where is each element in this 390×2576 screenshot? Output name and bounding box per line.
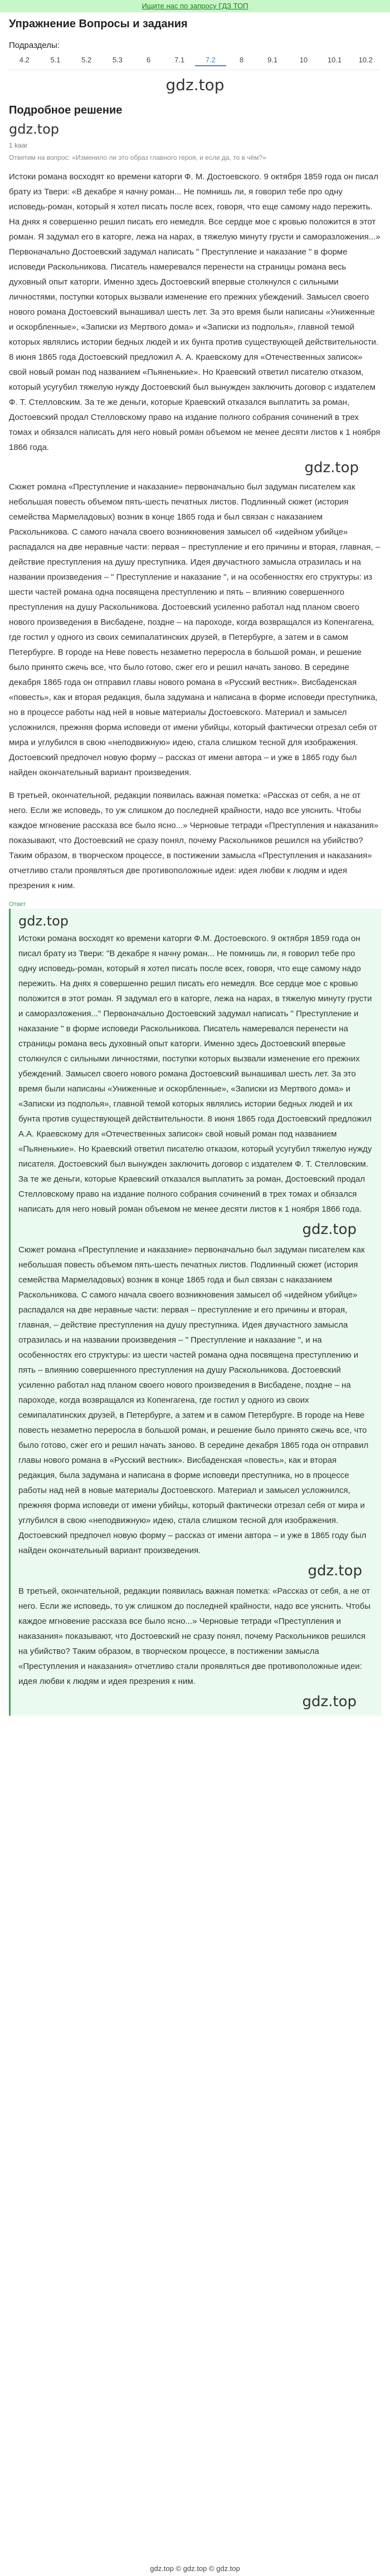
page-title: Упражнение Вопросы и задания [9, 18, 188, 30]
page-footer: gdz.top © gdz.top © gdz.top [150, 2564, 240, 2573]
pager-item[interactable]: 7.1 [174, 56, 185, 64]
pager-item[interactable]: 4.2 [19, 56, 30, 64]
subsections-label: Подразделы: [9, 41, 60, 50]
solution-paragraph: Сюжет романа «Преступление и наказание» первоначально был задуман писателем как небольшая повесть объемом пять-шесть печатных листов. Подлинный сюжет (история семейства Мармеладовых) возник в конце 1865 года и был связан с наказанием Раскольникова. С самого начала своего возникновения замысел об «идейном убийце» распадался на две неравные части: первая – преступление и его причины и вторая, главная, – действие преступления на душу преступника. Идея двучастного замысла отразилась и на названии произведения – " Преступление и наказание ", и на особенностях его структуры: из шести частей романа одна посвящена преступлению и пять – влиянию совершенного преступления на душу Раскольникова. Достоевский усиленно работал над планом своего нового произведения в Висбадене, поздне – на пароходе, когда возвращался из Копенгагена, где гостил у одного из своих семипалатинских друзей, в Петербурге, а затем и в самом Петербурге. В городе на Неве повесть незаметно переросла в большой роман, и решение было принято сжечь все, что было готово, сжег его и решил начать заново. В середине декабря 1865 года он отправил главы нового романа в «Русский вестник». Висбаденская «повесть», как и вторая редакция, была задумана и написана в форме исповеди преступника, но в процессе работы над ней в новые материалы Достоевского. Материал и замысел усложнился, прежняя форма исповеди от имени убийцы, который фактически отрезал себя от мира и углубился в свою «неподвижную» идею, стала слишком тесной для изображения. Достоевский предпочел новую форму – рассказ от имени автора – и уже в 1865 году был найден окончательный вариант произведения. [9, 482, 381, 777]
watermark: gdz.top [304, 459, 359, 476]
answer-label: Ответ [9, 901, 26, 908]
pager-item-active[interactable]: 7.2 [195, 55, 226, 66]
subsection-pager [9, 55, 381, 70]
solution-heading: Подробное решение [9, 104, 123, 116]
solution-meta: 1 kaar [9, 141, 28, 149]
pager-item[interactable]: 10.2 [358, 56, 373, 64]
watermark: gdz.top [18, 913, 69, 929]
search-promo-link[interactable]: Ищите нас по запросу ГДЗ ТОП [142, 2, 248, 10]
answer-paragraph: Сюжет романа «Преступление и наказание» первоначально был задуман писателем как небольшая повесть объемом пять-шесть печатных листов. Подлинный сюжет (история семейства Мармеладовых) возник в конце 1865 года и был связан с наказанием Раскольникова. С самого начала своего возникновения замысел об «идейном убийце» распадался на две неравные части: первая – преступление и его причины и вторая, главная, – действие преступления на душу преступника. Идея двучастного замысла отразилась и на названии произведения – " Преступление и наказание ", и на особенностях его структуры: из шести частей романа одна посвящена преступлению и пять – влиянию совершенного преступления на душу Раскольникова. Достоевский усиленно работал над планом своего нового произведения в Висбадене, поздне – на пароходе, когда возвращался из Копенгагена, где гостил у одного из своих семипалатинских друзей, в Петербурге, а затем и в самом Петербурге. В городе на Неве повесть незаметно переросла в большой роман, и решение было принято сжечь все, что было готово, сжег его и решил начать заново. В середине декабря 1865 года он отправил главы нового романа в «Русский вестник». Висбаденская «повесть», как и вторая редакция, была задумана и написана в форме исповеди преступника, но в процессе работы над ней в новые материалы Достоевского. Материал и замысел усложнился, прежняя форма исповеди от имени убийцы, который фактически отрезал себя от мира и углубился в свою «неподвижную» идею, стала слишком тесной для изображения. Достоевский предпочел новую форму – рассказ от имени автора – и уже в 1865 году был найден окончательный вариант произведения. [18, 1245, 369, 1555]
watermark: gdz.top [302, 1693, 357, 1710]
question-line: Ответим на вопрос: «Изменило ли это образ главного героя, и если да, то в чём?» [9, 154, 266, 161]
answer-paragraph: В третьей, окончательной, редакции появилась важная пометка: «Рассказ от себя, а не от него. Если же исповедь, то уж слишком до последней крайности, надо все уяснить. Чтобы каждое мгновение рассказа все было ясно...» Черновые тетради «Преступления и наказания» показывают, что Достоевский не сразу понял, почему Раскольников решился на убийство? Таким образом, в творческом процессе, в постижении замысла «Преступления и наказания» отчетливо стали проявляться две противоположные идеи: идея любви к людям и идея презрения к ним. [18, 1586, 370, 1686]
pager-item[interactable]: 10 [299, 56, 308, 64]
pager-item[interactable]: 10.1 [327, 56, 342, 64]
solution-watermark: gdz.top [9, 121, 60, 137]
pager-item[interactable]: 6 [146, 56, 151, 64]
page-container [0, 18, 390, 1716]
pager-item[interactable]: 5.2 [81, 56, 92, 64]
answer-paragraph: Истоки романа восходят ко времени каторги Ф.М. Достоевского. 9 октября 1859 года он писал брату из Твери: "В декабре я начну роман... Не помнишь ли, я говорил тебе про одну исповедь-роман, который я хотел писать после всех, говоря, что еще самому надо пережить. На днях я совершенно решил писать его немедля. Все сердце мое с кровью положится в этот роман. Я задумал его в каторге, лежа на нарах, в тяжелую минуту грусти и саморазложения..." Первоначально Достоевский задумал написать " Преступление и наказание " в форме исповеди Раскольникова. Писатель намеревался перенести на страницы романа весь духовный опыт каторги. Именно здесь Достоевский впервые столкнулся с сильными личностями, поступки которых вызвали изменение его прежних убеждений. Замысел своего нового романа Достоевский вынашивал шесть лет. За это время были написаны «Униженные и оскорбленные», «Записки из Мертвого дома» и «Записки из подполья», главной темой которых являлись истории бедных людей и их бунта против существующей действительности. 8 июня 1865 года Достоевский предложил А.А. Краевскому для «Отечественных записок» свой новый роман под названием «Пьяненькие». Но Краевский ответил писателю отказом, который усугубил тяжелую нужду писателя. Достоевский был вынужден заключить договор с издателем Ф. Т. Стелловским. За те же деньги, которые Краевский отказался выплатить за роман, Достоевский продал Стелловскому право на издание полного собрания сочинений в трех томах и обязался написать для него новый роман объемом не менее десяти листов к 1 ноября 1866 года. [18, 934, 372, 1214]
watermark: gdz.top [165, 76, 225, 94]
top-banner [0, 0, 390, 12]
answer-box [9, 909, 381, 1716]
pager-item[interactable]: 8 [239, 56, 244, 64]
solution-paragraph: В третьей, окончательной, редакции появилась важная пометка: «Рассказ от себя, а не от него. Если же исповедь, то уж слишком до последней крайности, надо все уяснить. Чтобы каждое мгновение рассказа все было ясно...» Черновые тетради «Преступления и наказания» показывают, что Достоевский не сразу понял, почему Раскольников решился на убийство? Таким образом, в творческом процессе, в постижении замысла «Преступления и наказания» отчетливо стали проявляться две противоположные идеи: идея любви к людям и идея презрения к ним. [9, 791, 379, 890]
pager-item[interactable]: 5.1 [50, 56, 61, 64]
pager-item[interactable]: 5.3 [112, 56, 123, 64]
solution-paragraph: Истоки романа восходят ко времени каторги Ф. М. Достоевского. 9 октября 1859 года он писал брату из Твери: «В декабре я начну роман... Не помнишь ли, я говорил тебе про одну исповедь-роман, который я хотел писать после всех, говоря, что еще самому надо пережить. На днях я совершенно решил писать его немедля. Все сердце мое с кровью положится в этот роман. Я задумал его в каторге, лежа на нарах, в тяжелую минуту грусти и саморазложения...» Первоначально Достоевский задумал написать " Преступление и наказание " в форме исповеди Раскольникова. Писатель намеревался перенести на страницы романа весь духовный опыт каторги. Именно здесь Достоевский впервые столкнулся с сильными личностями, поступки которых вызвали изменение его прежних убеждений. Замысел своего нового романа Достоевский вынашивал шесть лет. За это время были написаны «Униженные и оскорбленные», «Записки из Мертвого дома» и «Записки из подполья», главной темой которых являлись истории бедных людей и их бунта против существующей действительности. 8 июня 1865 года Достоевский предложил А. А. Краевскому для «Отечественных записок» свой новый роман под названием «Пьяненькие». Но Краевский ответил писателю отказом, который усугубил тяжелую нужду Достоевский был вынужден заключить договор с издателем Ф. Т. Стелловским. За те же деньги, которые Краевский отказался выплатить за роман, Достоевский продал Стелловскому право на издание полного собрания сочинений в трех томах и обязался написать для него новый роман объемом не менее десяти листов к 1 ноября 1866 года. [9, 172, 381, 452]
watermark: gdz.top [302, 1221, 357, 1238]
pager-item[interactable]: 9.1 [267, 56, 278, 64]
watermark: gdz.top [308, 1563, 362, 1579]
